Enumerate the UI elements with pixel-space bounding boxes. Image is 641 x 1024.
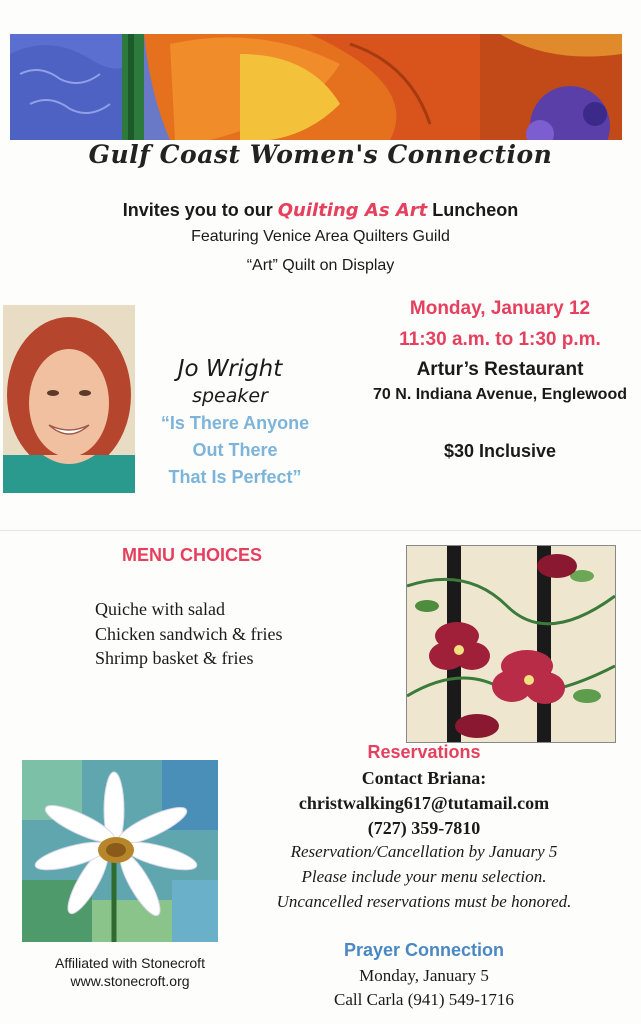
- reservations-contact: Contact Briana:: [361, 768, 487, 788]
- menu-item: Quiche with salad: [95, 599, 225, 619]
- affiliation: [22, 954, 238, 990]
- event-address: 70 N. Indiana Avenue, Englewood: [373, 386, 627, 403]
- talk-title-line: That Is Perfect”: [168, 467, 302, 487]
- invitation-pre: Invites you to our: [122, 200, 278, 220]
- fold-divider: [0, 530, 641, 531]
- daisy-quilt-image: [22, 760, 218, 942]
- affiliation-text: Affiliated with Stonecroft: [55, 955, 205, 971]
- menu-item: Chicken sandwich & fries: [95, 623, 283, 644]
- prayer-date: Monday, January 5: [359, 966, 489, 985]
- reservations-policy: Uncancelled reservations must be honored.: [276, 892, 572, 911]
- talk-title-line: “Is There Anyone: [160, 413, 310, 433]
- affiliation-website-link[interactable]: www.stonecroft.org: [70, 973, 190, 989]
- reservations-phone: (727) 359-7810: [367, 818, 481, 838]
- event-venue: Artur’s Restaurant: [416, 359, 584, 380]
- organization-title: Gulf Coast Women's Connection: [88, 140, 553, 169]
- prayer-title: Prayer Connection: [343, 940, 505, 960]
- invitation-post: Luncheon: [427, 200, 519, 220]
- talk-title-line: Out There: [192, 440, 278, 460]
- menu-item: Shrimp basket & fries: [95, 648, 254, 668]
- reservations-menu-note: Please include your menu selection.: [301, 867, 547, 886]
- invitation-line: [0, 200, 641, 221]
- prayer-contact: Call Carla (941) 549-1716: [334, 990, 514, 1009]
- banner-quilt-image: [10, 34, 622, 140]
- talk-title: [130, 410, 340, 491]
- reservations-deadline: Reservation/Cancellation by January 5: [290, 842, 558, 861]
- event-price: $30 Inclusive: [443, 441, 557, 461]
- menu-title: MENU CHOICES: [122, 545, 263, 565]
- reservations-title: Reservations: [367, 742, 481, 762]
- event-time: 11:30 a.m. to 1:30 p.m.: [399, 329, 601, 350]
- quilt-display-line: “Art” Quilt on Display: [246, 257, 395, 274]
- speaker-role: speaker: [192, 385, 268, 407]
- speaker-name: Jo Wright: [177, 356, 283, 382]
- event-date: Monday, January 12: [409, 298, 591, 319]
- event-name-highlight: Quilting As Art: [277, 200, 428, 221]
- speaker-photo: [3, 305, 135, 493]
- flower-quilt-image: [406, 545, 616, 743]
- menu-list: [95, 597, 282, 671]
- reservations-email-link[interactable]: christwalking617@tutamail.com: [298, 793, 550, 813]
- featuring-line: Featuring Venice Area Quilters Guild: [191, 228, 450, 245]
